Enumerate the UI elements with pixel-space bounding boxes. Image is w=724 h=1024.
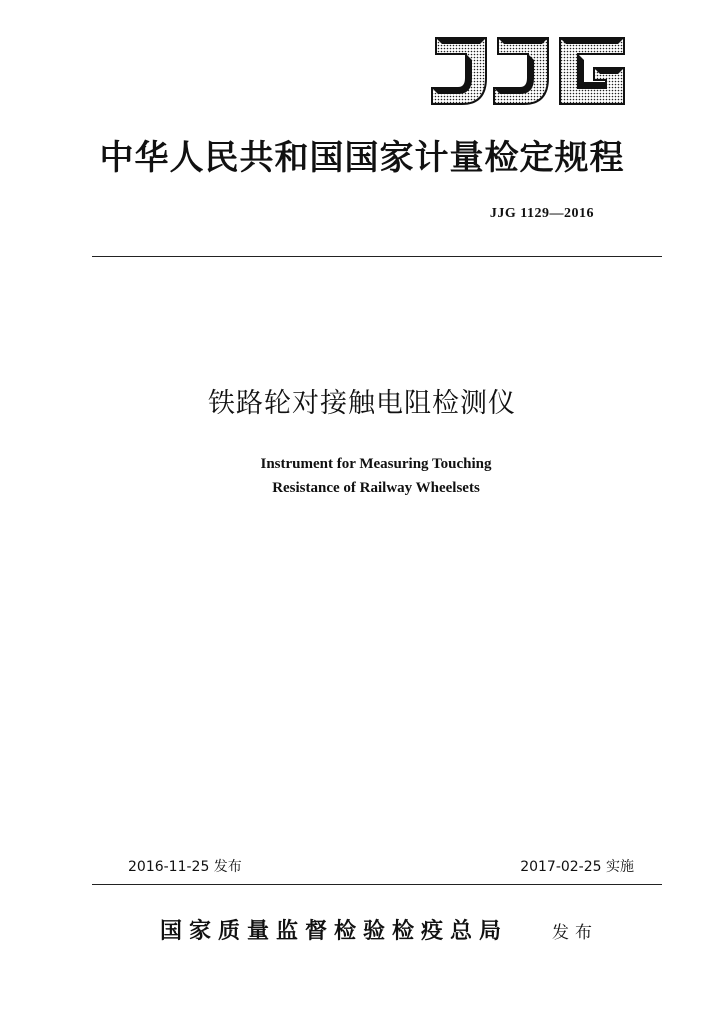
document-title-chinese: 铁路轮对接触电阻检测仪: [208, 388, 516, 419]
publisher-suffix: 发布: [552, 923, 598, 943]
document-title-english: [0, 452, 724, 500]
logo-letter-j1: [432, 38, 486, 104]
english-title-line-2: Resistance of Railway Wheelsets: [272, 480, 480, 496]
issue-date: 2016-11-25 发布: [128, 859, 242, 875]
effective-date: 2017-02-25 实施: [520, 859, 634, 875]
publisher-name: 国家质量监督检验检疫总局: [160, 918, 509, 944]
bottom-divider: [92, 884, 662, 885]
jjg-logo-icon: [428, 32, 628, 110]
top-divider: [92, 256, 662, 257]
standard-number: JJG 1129—2016: [489, 206, 594, 221]
english-title-line-1: Instrument for Measuring Touching: [260, 456, 492, 472]
logo-letter-j2: [494, 38, 548, 104]
logo-letter-g: [560, 38, 624, 104]
series-title: 中华人民共和国国家计量检定规程: [99, 138, 625, 178]
